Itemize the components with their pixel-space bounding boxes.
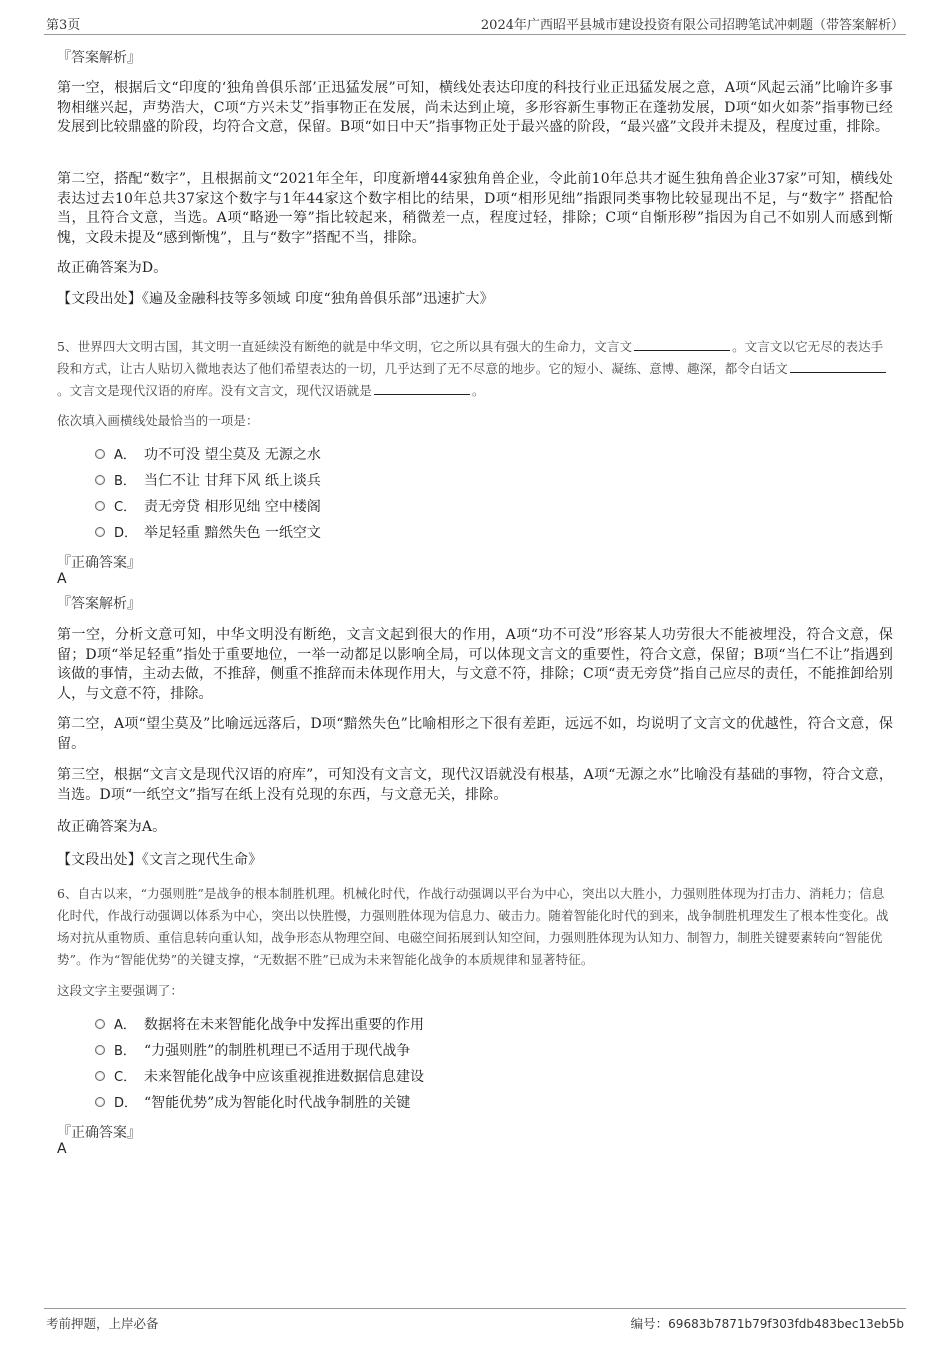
radio-icon[interactable]	[95, 527, 105, 537]
q5-blank-2	[790, 359, 886, 373]
document-title: 2024年广西昭平县城市建设投资有限公司招聘笔试冲刺题（带答案解析）	[480, 18, 904, 33]
option-text: 责无旁贷 相形见绌 空中楼阁	[144, 499, 321, 515]
q4-conclusion: 故正确答案为D。	[57, 260, 168, 276]
option-letter: B．	[114, 474, 136, 489]
q5-stem-part-d: 。	[472, 383, 485, 398]
option-letter: C．	[114, 1070, 137, 1085]
q5-stem-part-c: 。文言文是现代汉语的府库。没有文言文，现代汉语就是	[57, 383, 373, 398]
q4-source: 【文段出处】《遍及金融科技等多领域 印度“独角兽俱乐部”迅速扩大》	[57, 291, 494, 307]
q5-option-d[interactable]	[95, 523, 321, 543]
q6-answer: A	[57, 1141, 67, 1157]
q5-blank-1	[634, 337, 730, 351]
footer-code-value: 69683b7871b79f303fdb483bec13eb5b	[668, 1317, 904, 1331]
radio-icon[interactable]	[95, 501, 105, 511]
page-header	[44, 12, 906, 35]
q4-analysis-p2: 第二空，搭配“数字”，且根据前文“2021年全年，印度新增44家独角兽企业，令此前10年总共才诞生独角兽企业37家”可知，横线处表达过去10年总共37家这个数字与1年44家这个数字相比的结果，D项“相形见绌”指跟同类事物比较显现出不足，与“数字” 搭配恰当，且符合文意，当选。A项“略逊一筹”指比较起来，稍微差一点，程度过轻，排除；C项“自惭形秽”指因为自己不如别人而感到惭愧，文段未提及“感到惭愧”，且与“数字”搭配不当，排除。	[57, 171, 893, 246]
q5-stem-part-b: 。文言文以它无尽的表达手段和方式，让古人贴切入微地表达了他们希望表达的一切，几乎达到了无不尽意的地步。它的短小、凝练、意博、趣深，都令白话文	[57, 339, 884, 376]
q6-option-b[interactable]	[95, 1041, 410, 1061]
q5-answer: A	[57, 571, 67, 587]
q6-option-a[interactable]	[95, 1015, 424, 1035]
q5-analysis-p3: 第三空，根据“文言文是现代汉语的府库”，可知没有文言文，现代汉语就没有根基，A项“无源之水”比喻没有基础的事物，符合文意，当选。D项“一纸空文”指写在纸上没有兑现的东西，与文意无关，排除。	[57, 767, 893, 803]
option-letter: D．	[114, 1096, 138, 1111]
q6-option-d[interactable]	[95, 1093, 410, 1113]
q5-option-a[interactable]	[95, 445, 321, 465]
q5-analysis-tag: 『答案解析』	[57, 596, 141, 612]
option-text: 功不可没 望尘莫及 无源之水	[144, 447, 321, 463]
option-text: 举足轻重 黯然失色 一纸空文	[144, 525, 321, 541]
q5-blank-3	[374, 381, 470, 395]
option-letter: C．	[114, 500, 137, 515]
q4-analysis-tag: 『答案解析』	[57, 50, 141, 66]
q6-option-c[interactable]	[95, 1067, 424, 1087]
q6-stem: 6、自古以来，“力强则胜”是战争的根本制胜机理。机械化时代，作战行动强调以平台为中心，突出以大胜小，力强则胜体现为打击力、消耗力；信息化时代，作战行动强调以体系为中心，突出以快胜慢，力强则胜体现为信息力、破击力。随着智能化时代的到来，战争制胜机理发生了根本性变化。战场对抗从重物质、重信息转向重认知，战争形态从物理空间、电磁空间拓展到认知空间，力强则胜体现为认知力、制智力，制胜关键要素转向“智能优势”。作为“智能优势”的关键支撑，“无数据不胜”已成为未来智能化战争的本质规律和显著特征。	[57, 886, 889, 967]
q5-prompt: 依次填入画横线处最恰当的一项是：	[57, 413, 259, 428]
page-number: 第3页	[46, 18, 81, 33]
q5-option-b[interactable]	[95, 471, 321, 491]
option-letter: A．	[114, 1018, 136, 1033]
option-letter: D．	[114, 526, 138, 541]
page-footer	[44, 1308, 906, 1331]
q5-analysis-p2: 第二空，A项“望尘莫及”比喻远远落后，D项“黯然失色”比喻相形之下很有差距，远远不如，均说明了文言文的优越性，符合文意，保留。	[57, 716, 893, 752]
radio-icon[interactable]	[95, 1097, 105, 1107]
footer-slogan: 考前押题，上岸必备	[46, 1316, 159, 1331]
q4-analysis-p1: 第一空，根据后文“印度的‘独角兽俱乐部’正迅猛发展”可知，横线处表达印度的科技行业正迅猛发展之意，A项“风起云涌”比喻许多事物相继兴起，声势浩大，C项“方兴未艾”指事物正在发展，尚未达到止境，多形容新生事物正在蓬勃发展，D项“如火如荼”指事物已经发展到比较鼎盛的阶段，均符合文意，保留。B项“如日中天”指事物正处于最兴盛的阶段，“最兴盛”文段并未提及，程度过重，排除。	[57, 80, 893, 135]
option-text: “智能优势”成为智能化时代战争制胜的关键	[144, 1095, 411, 1111]
option-text: 当仁不让 甘拜下风 纸上谈兵	[144, 473, 321, 489]
radio-icon[interactable]	[95, 475, 105, 485]
q5-conclusion: 故正确答案为A。	[57, 819, 167, 835]
q6-answer-tag: 『正确答案』	[57, 1125, 141, 1141]
option-letter: A．	[114, 448, 136, 463]
radio-icon[interactable]	[95, 1019, 105, 1029]
option-text: 未来智能化战争中应该重视推进数据信息建设	[144, 1069, 424, 1085]
q5-stem-part-a: 5、世界四大文明古国，其文明一直延续没有断绝的就是中华文明，它之所以具有强大的生命力，文言文	[57, 339, 633, 354]
q5-source: 【文段出处】《文言之现代生命》	[57, 852, 263, 868]
option-letter: B．	[114, 1044, 136, 1059]
q5-answer-tag: 『正确答案』	[57, 555, 141, 571]
q5-analysis-p1: 第一空，分析文意可知，中华文明没有断绝，文言文起到很大的作用，A项“功不可没”形容某人功劳很大不能被埋没，符合文意，保留；D项“举足轻重”指处于重要地位，一举一动都足以影响全局，可以体现文言文的重要性，符合文意，保留；B项“当仁不让”指遇到该做的事情，主动去做，不推辞，侧重不推辞而未体现作用大，与文意不符，排除；C项“责无旁贷”指自己应尽的责任，不能推卸给别人，与文意不符，排除。	[57, 627, 893, 702]
q6-prompt: 这段文字主要强调了：	[57, 983, 184, 998]
option-text: 数据将在未来智能化战争中发挥出重要的作用	[144, 1017, 424, 1033]
radio-icon[interactable]	[95, 1071, 105, 1081]
footer-code-label: 编号：	[630, 1316, 669, 1331]
radio-icon[interactable]	[95, 449, 105, 459]
radio-icon[interactable]	[95, 1045, 105, 1055]
q5-option-c[interactable]	[95, 497, 321, 517]
footer-code	[631, 1314, 904, 1332]
q5-stem	[57, 336, 893, 402]
option-text: “力强则胜”的制胜机理已不适用于现代战争	[144, 1043, 411, 1059]
